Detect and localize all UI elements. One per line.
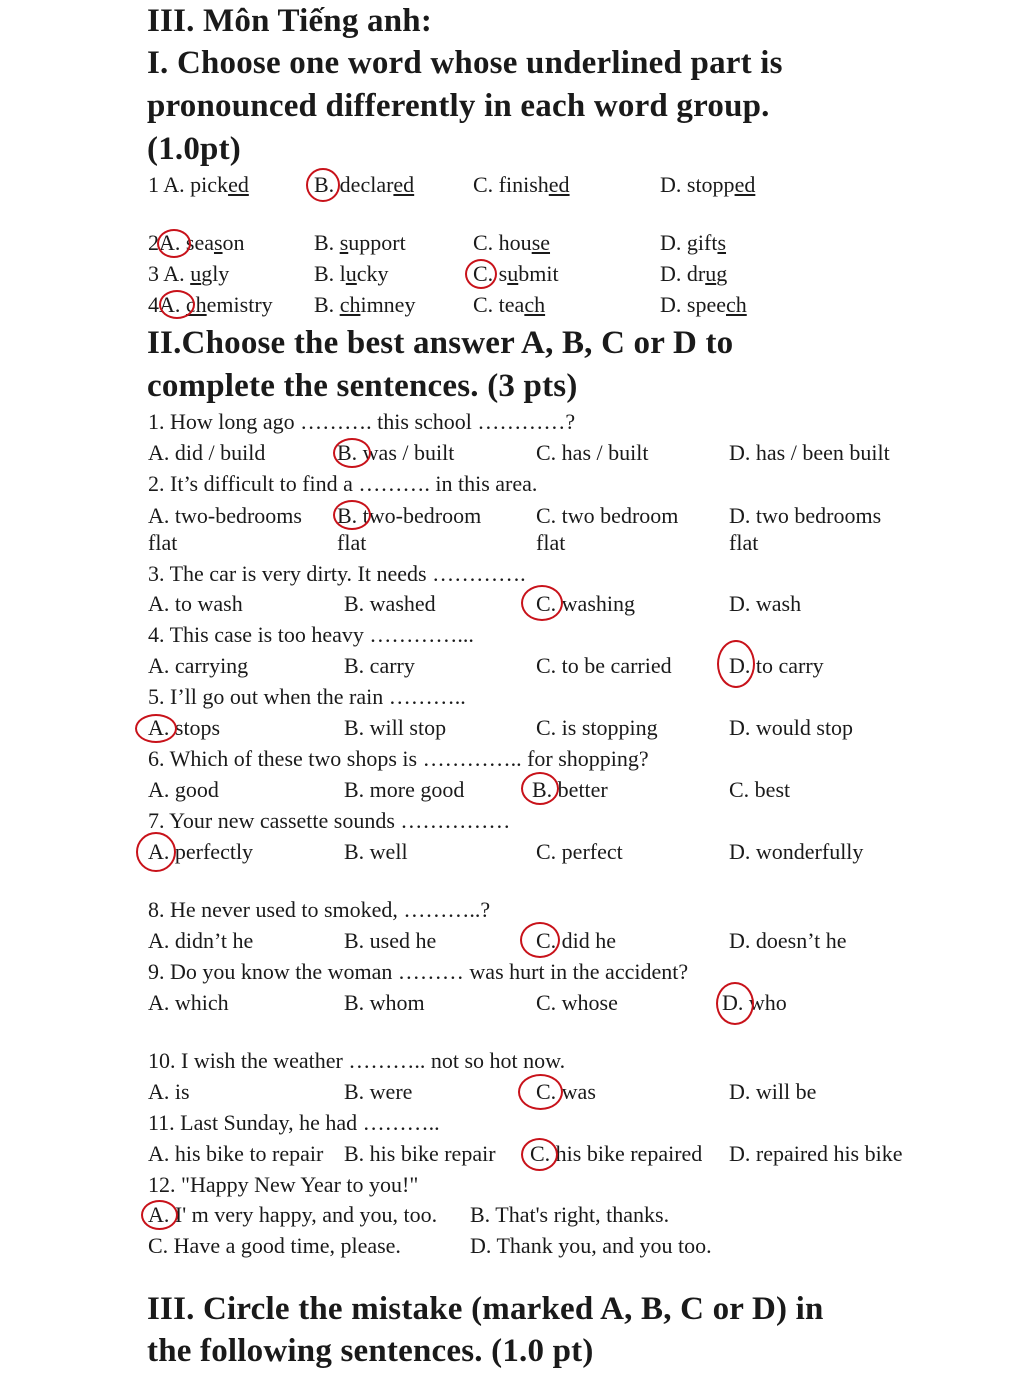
p2-q8-option-d: D. doesn’t he — [729, 928, 847, 953]
p2-q2-option-d: D. two bedrooms flat — [729, 503, 882, 555]
p2-q12-option-c: C. Have a good time, please. — [148, 1233, 401, 1258]
p2-q11-option-a: A. his bike to repair — [148, 1141, 324, 1166]
p2-q12-option-d: D. Thank you, and you too. — [470, 1233, 712, 1258]
p2-q7-option-c: C. perfect — [536, 839, 623, 864]
p2-q4-option-b: B. carry — [344, 653, 415, 678]
p2-q10-option-d: D. will be — [729, 1079, 817, 1104]
p1-q1-option-c: C. finished — [473, 172, 570, 197]
p2-q2-option-b: B. two-bedroom flat — [337, 503, 482, 555]
p2-q4-question: 4. This case is too heavy …………... — [148, 622, 474, 647]
p2-q12-option-a: A. I' m very happy, and you, too. — [148, 1202, 438, 1227]
p1-q4-option-d: D. speech — [660, 292, 747, 317]
p2-q9-option-c: C. whose — [536, 990, 618, 1015]
p1-q1-option-d: D. stopped — [660, 172, 756, 197]
p1-q4-option-b: B. chimney — [314, 292, 416, 317]
p2-q8-option-c: C. did he — [536, 928, 617, 953]
p2-q6-option-d: C. best — [729, 777, 791, 802]
p2-q11-option-b: B. his bike repair — [344, 1141, 496, 1166]
p1-q3-option-b: B. lucky — [314, 261, 389, 286]
p2-q7-question: 7. Your new cassette sounds …………… — [148, 808, 511, 833]
p2-q9-option-a: A. which — [148, 990, 229, 1015]
p2-q5-option-c: C. is stopping — [536, 715, 658, 740]
p2-q7-option-a: A. perfectly — [148, 839, 254, 864]
part3-title-line1: III. Circle the mistake (marked A, B, C or D) in — [147, 1291, 824, 1327]
p2-q1-option-a: A. did / build — [148, 440, 266, 465]
p2-q10-option-c: C. was — [536, 1079, 596, 1104]
p1-q1-option-b: B. declared — [314, 172, 415, 197]
p2-q2-option-c: C. two bedroom flat — [536, 503, 679, 555]
p2-q8-option-a: A. didn’t he — [148, 928, 254, 953]
p2-q6-question: 6. Which of these two shops is ………….. for shopping? — [148, 746, 649, 771]
p2-q3-option-b: B. washed — [344, 591, 436, 616]
p2-q5-option-d: D. would stop — [729, 715, 854, 740]
p1-q3-option-c: C. submit — [473, 261, 559, 286]
p2-q10-question: 10. I wish the weather ……….. not so hot now. — [148, 1048, 566, 1073]
part1-title-line1: I. Choose one word whose underlined part is — [147, 45, 783, 81]
part2-title-line2: complete the sentences. (3 pts) — [147, 368, 578, 404]
p1-q3-option-d: D. drug — [660, 261, 728, 286]
p2-q3-option-c: C. washing — [536, 591, 635, 616]
p1-q3-option-a: 3 A. ugly — [148, 261, 230, 286]
p2-q1-option-b: B. was / built — [337, 440, 455, 465]
p2-q11-option-c: C. his bike repaired — [530, 1141, 703, 1166]
section-title: III. Môn Tiếng anh: — [147, 3, 433, 39]
p2-q9-option-b: B. whom — [344, 990, 425, 1015]
p2-q5-question: 5. I’ll go out when the rain ……….. — [148, 684, 466, 709]
p2-q1-option-d: D. has / been built — [729, 440, 890, 465]
p2-q7-option-b: B. well — [344, 839, 408, 864]
p2-q11-option-d: D. repaired his bike — [729, 1141, 903, 1166]
p2-q5-option-b: B. will stop — [344, 715, 447, 740]
p2-q11-question: 11. Last Sunday, he had ……….. — [148, 1110, 440, 1135]
p2-q3-option-d: D. wash — [729, 591, 802, 616]
p2-q8-question: 8. He never used to smoked, ………..? — [148, 897, 491, 922]
p1-q2-option-a: 2A. season — [148, 230, 245, 255]
p1-q4-option-a: 4A. chemistry — [148, 292, 273, 317]
p2-q1-question: 1. How long ago ………. this school …………? — [148, 409, 576, 434]
p2-q2-option-a: A. two-bedrooms flat — [148, 503, 302, 555]
p1-q2-option-c: C. house — [473, 230, 551, 255]
p2-q5-option-a: A. stops — [148, 715, 221, 740]
p2-q8-option-b: B. used he — [344, 928, 437, 953]
p2-q3-question: 3. The car is very dirty. It needs …………. — [148, 561, 526, 586]
p2-q4-option-a: A. carrying — [148, 653, 249, 678]
p2-q10-option-a: A. is — [148, 1079, 190, 1104]
p2-q10-option-b: B. were — [344, 1079, 413, 1104]
p2-q1-option-c: C. has / built — [536, 440, 649, 465]
p2-q12-option-b: B. That's right, thanks. — [470, 1202, 670, 1227]
part1-title-line3: (1.0pt) — [147, 131, 241, 167]
p2-q9-option-d: D. who — [722, 990, 787, 1015]
p1-q2-option-b: B. support — [314, 230, 406, 255]
p2-q7-option-d: D. wonderfully — [729, 839, 864, 864]
p2-q3-option-a: A. to wash — [148, 591, 243, 616]
part3-title-line2: the following sentences. (1.0 pt) — [147, 1333, 594, 1369]
p2-q6-option-b: B. more good — [344, 777, 465, 802]
part2-title-line1: II.Choose the best answer A, B, C or D to — [147, 325, 734, 361]
p1-q4-option-c: C. teach — [473, 292, 546, 317]
p2-q9-question: 9. Do you know the woman ……… was hurt in the accident? — [148, 959, 689, 984]
p1-q2-option-d: D. gifts — [660, 230, 727, 255]
p2-q2-question: 2. It’s difficult to find a ………. in this area. — [148, 471, 538, 496]
p2-q4-option-c: C. to be carried — [536, 653, 672, 678]
p2-q4-option-d: D. to carry — [729, 653, 824, 678]
part1-title-line2: pronounced differently in each word group. — [147, 88, 770, 124]
p1-q1-option-a: 1 A. picked — [148, 172, 249, 197]
p2-q6-option-c: B. better — [532, 777, 608, 802]
p2-q6-option-a: A. good — [148, 777, 219, 802]
p2-q12-question: 12. "Happy New Year to you!" — [148, 1172, 419, 1197]
